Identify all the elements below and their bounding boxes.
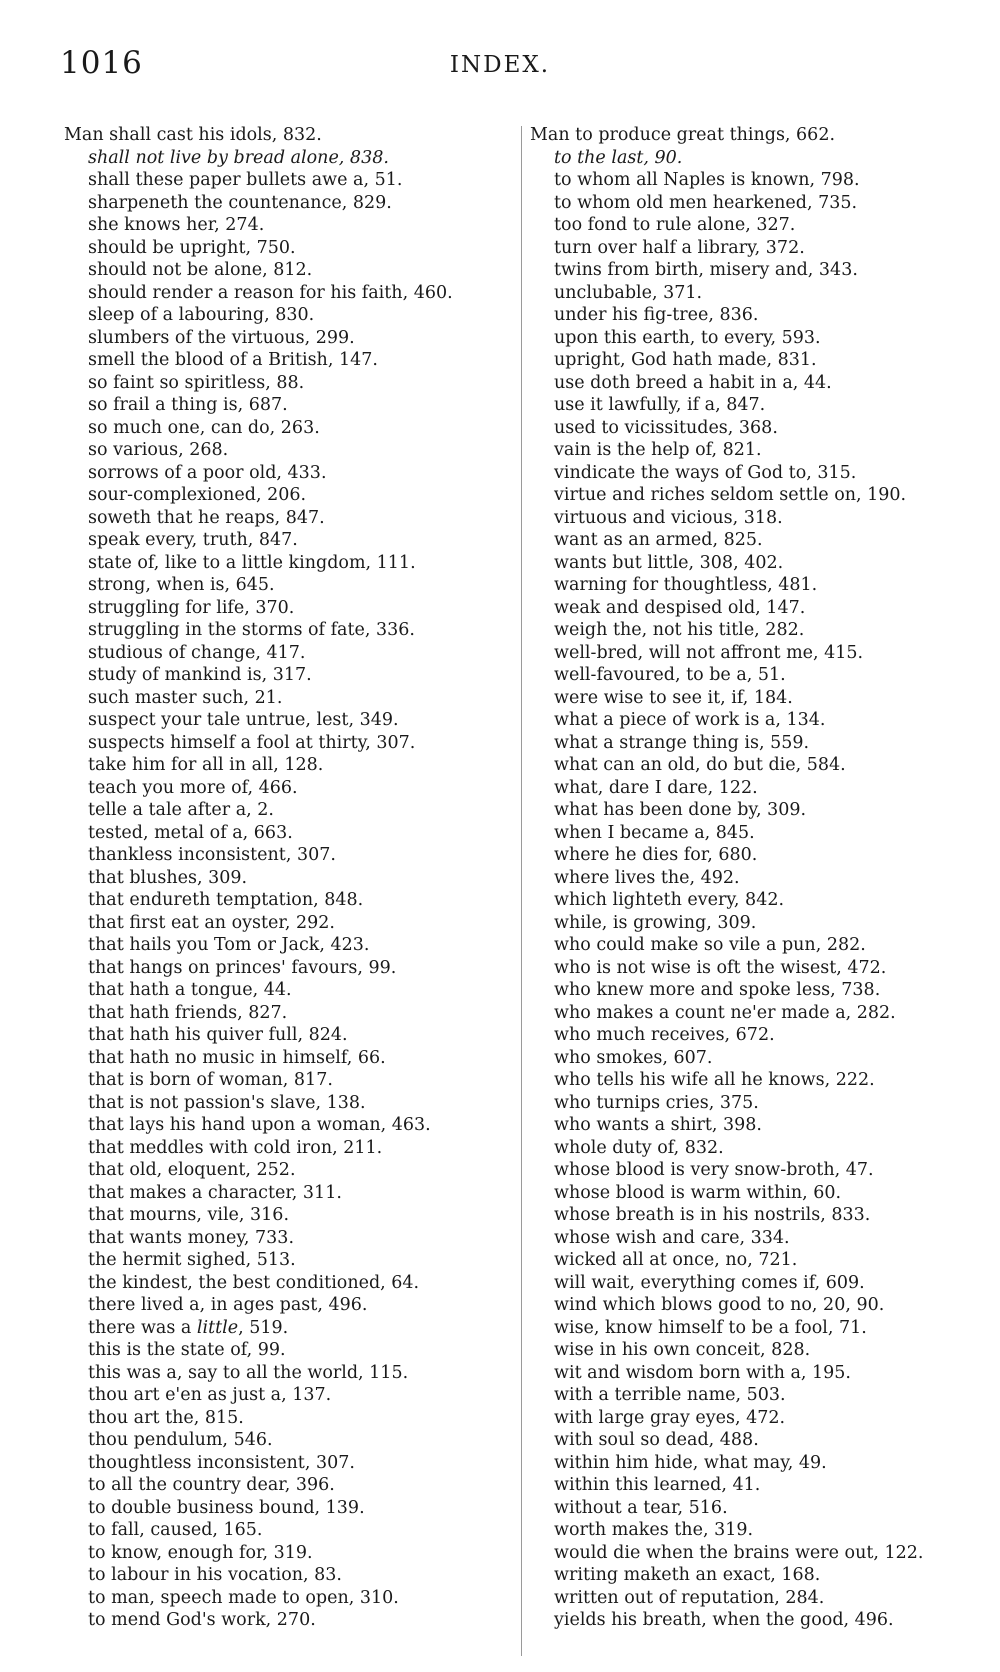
index-entry: vindicate the ways of God to, 315.	[554, 462, 857, 483]
index-entry: shall these paper bullets awe a, 51.	[88, 170, 403, 190]
index-entry: who smokes, 607.	[554, 1047, 713, 1068]
italic-text: little	[196, 1317, 239, 1338]
index-entry: who tells his wife all he knows, 222.	[554, 1070, 875, 1090]
index-entry: that is not passion's slave, 138.	[88, 1092, 366, 1113]
index-entry: to fall, caused, 165.	[88, 1520, 263, 1540]
index-entry: the kindest, the best conditioned, 64.	[88, 1272, 420, 1293]
index-entry: state of, like to a little kingdom, 111.	[88, 552, 416, 573]
index-entry: there was a little, 519.	[88, 1317, 289, 1338]
index-column-right	[530, 124, 960, 1632]
index-entry: that is born of woman, 817.	[88, 1070, 333, 1090]
index-entry: would die when the brains were out, 122.	[554, 1542, 924, 1563]
index-entry: thankless inconsistent, 307.	[88, 845, 336, 865]
index-entry: that lays his hand upon a woman, 463.	[88, 1115, 431, 1135]
index-entry: that hath friends, 827.	[88, 1002, 288, 1023]
index-entry: wit and wisdom born with a, 195.	[554, 1362, 851, 1383]
index-entry: this was a, say to all the world, 115.	[88, 1362, 409, 1383]
index-entry: wise in his own conceit, 828.	[554, 1340, 811, 1360]
page-number: 1016	[60, 45, 143, 81]
index-entry: without a tear, 516.	[554, 1497, 728, 1518]
index-entry: should be upright, 750.	[88, 237, 296, 258]
index-entry: that makes a character, 311.	[88, 1182, 342, 1203]
index-entry: this is the state of, 99.	[88, 1340, 286, 1360]
index-entry: that endureth temptation, 848.	[88, 890, 364, 910]
index-entry: what has been done by, 309.	[554, 800, 807, 820]
index-entry: smell the blood of a British, 147.	[88, 350, 378, 370]
index-entry: too fond to rule alone, 327.	[554, 215, 796, 235]
index-entry: that hangs on princes' favours, 99.	[88, 957, 397, 978]
index-entry: worth makes the, 319.	[554, 1520, 754, 1540]
index-entry: well-bred, will not affront me, 415.	[554, 642, 864, 663]
index-entry: which lighteth every, 842.	[554, 890, 785, 910]
index-entry: tested, metal of a, 663.	[88, 822, 293, 843]
index-entry: with large gray eyes, 472.	[554, 1407, 786, 1428]
index-column-left	[64, 124, 519, 1632]
index-entry: the hermit sighed, 513.	[88, 1250, 296, 1270]
index-entry: to double business bound, 139.	[88, 1497, 365, 1518]
index-entry: such master such, 21.	[88, 687, 283, 708]
index-entry: under his fig-tree, 836.	[554, 305, 759, 325]
index-entry: want as an armed, 825.	[554, 530, 763, 550]
index-entry: to mend God's work, 270.	[88, 1610, 316, 1630]
index-entry: study of mankind is, 317.	[88, 665, 312, 685]
index-entry: virtue and riches seldom settle on, 190.	[554, 485, 907, 505]
index-entry: yields his breath, when the good, 496.	[554, 1610, 894, 1630]
index-entry: will wait, everything comes if, 609.	[554, 1272, 865, 1293]
index-entry: wicked all at once, no, 721.	[554, 1250, 798, 1270]
index-entry: so various, 268.	[88, 440, 229, 460]
column-divider	[521, 126, 522, 1656]
index-entry: use it lawfully, if a, 847.	[554, 395, 766, 415]
index-entry: to the last, 90.	[554, 147, 683, 168]
index-entry: within him hide, what may, 49.	[554, 1452, 827, 1473]
index-entry: unclubable, 371.	[554, 282, 703, 303]
index-entry: turn over half a library, 372.	[554, 237, 805, 258]
index-entry: take him for all in all, 128.	[88, 755, 324, 775]
index-entry: that hath no music in himself, 66.	[88, 1047, 386, 1068]
index-entry: so frail a thing is, 687.	[88, 395, 288, 415]
index-entry: who is not wise is oft the wisest, 472.	[554, 957, 887, 978]
index-entry: while, is growing, 309.	[554, 912, 757, 933]
index-entry: to all the country dear, 396.	[88, 1475, 335, 1495]
index-entry: that hails you Tom or Jack, 423.	[88, 935, 370, 955]
index-entry: virtuous and vicious, 318.	[554, 507, 783, 528]
index-entry: twins from birth, misery and, 343.	[554, 260, 858, 280]
index-entry: whose wish and care, 334.	[554, 1227, 790, 1248]
index-entry: thou art the, 815.	[88, 1407, 244, 1428]
index-entry: shall not live by bread alone, 838.	[88, 147, 389, 168]
index-entry: wise, know himself to be a fool, 71.	[554, 1317, 867, 1338]
index-entry: to labour in his vocation, 83.	[88, 1565, 342, 1585]
index-entry: to whom old men hearkened, 735.	[554, 192, 858, 213]
index-entry: there lived a, in ages past, 496.	[88, 1295, 368, 1315]
index-entry: that old, eloquent, 252.	[88, 1160, 296, 1180]
index-entry: so much one, can do, 263.	[88, 417, 320, 438]
index-entry: writing maketh an exact, 168.	[554, 1565, 821, 1585]
index-entry: upon this earth, to every, 593.	[554, 327, 821, 348]
index-entry: whose blood is warm within, 60.	[554, 1182, 842, 1203]
index-entry: where lives the, 492.	[554, 867, 740, 888]
index-entry: upright, God hath made, 831.	[554, 350, 817, 370]
index-entry: weak and despised old, 147.	[554, 597, 806, 618]
index-entry: that hath a tongue, 44.	[88, 980, 292, 1000]
index-entry: weigh the, not his title, 282.	[554, 620, 805, 640]
index-entry: slumbers of the virtuous, 299.	[88, 327, 355, 348]
index-entry: to whom all Naples is known, 798.	[554, 170, 860, 190]
index-entry: whose breath is in his nostrils, 833.	[554, 1205, 871, 1225]
index-entry: who makes a count ne'er made a, 282.	[554, 1002, 896, 1023]
index-entry: soweth that he reaps, 847.	[88, 507, 325, 528]
index-entry: that meddles with cold iron, 211.	[88, 1137, 383, 1158]
index-entry: who much receives, 672.	[554, 1025, 775, 1045]
index-entry: thoughtless inconsistent, 307.	[88, 1452, 355, 1473]
index-entry: within this learned, 41.	[554, 1475, 761, 1495]
index-entry: she knows her, 274.	[88, 215, 265, 235]
index-entry: should not be alone, 812.	[88, 260, 313, 280]
index-entry: who could make so vile a pun, 282.	[554, 935, 866, 955]
index-entry: whole duty of, 832.	[554, 1137, 724, 1158]
index-entry: were wise to see it, if, 184.	[554, 687, 793, 708]
index-entry: whose blood is very snow-broth, 47.	[554, 1160, 874, 1180]
index-entry: sleep of a labouring, 830.	[88, 305, 315, 325]
index-entry: vain is the help of, 821.	[554, 440, 762, 460]
index-entry: suspects himself a fool at thirty, 307.	[88, 732, 416, 753]
index-entry: that first eat an oyster, 292.	[88, 912, 335, 933]
index-entry: well-favoured, to be a, 51.	[554, 665, 786, 685]
index-entry: thou pendulum, 546.	[88, 1430, 273, 1450]
index-entry: what a strange thing is, 559.	[554, 732, 810, 753]
index-entry: who knew more and spoke less, 738.	[554, 980, 881, 1000]
index-entry: so faint so spiritless, 88.	[88, 372, 305, 393]
index-entry: struggling for life, 370.	[88, 597, 295, 618]
index-entry: suspect your tale untrue, lest, 349.	[88, 710, 399, 730]
index-entry: wants but little, 308, 402.	[554, 552, 784, 573]
index-entry: what can an old, do but die, 584.	[554, 755, 846, 775]
index-entry: written out of reputation, 284.	[554, 1587, 825, 1608]
index-entry: what, dare I dare, 122.	[554, 777, 758, 798]
index-entry: strong, when is, 645.	[88, 575, 275, 595]
index-entry: should render a reason for his faith, 460.	[88, 282, 453, 303]
index-entry: sour-complexioned, 206.	[88, 485, 307, 505]
index-entry: where he dies for, 680.	[554, 845, 758, 865]
index-entry: studious of change, 417.	[88, 642, 306, 663]
index-entry: that blushes, 309.	[88, 867, 248, 888]
index-entry: teach you more of, 466.	[88, 777, 298, 798]
index-entry: that hath his quiver full, 824.	[88, 1025, 348, 1045]
index-entry: that wants money, 733.	[88, 1227, 295, 1248]
page-title: INDEX.	[449, 52, 551, 78]
index-entry: that mourns, vile, 316.	[88, 1205, 290, 1225]
index-entry: with a terrible name, 503.	[554, 1385, 786, 1405]
index-entry: speak every, truth, 847.	[88, 530, 298, 550]
index-entry: sorrows of a poor old, 433.	[88, 462, 327, 483]
index-entry: who turnips cries, 375.	[554, 1092, 759, 1113]
index-entry: Man shall cast his idols, 832.	[64, 125, 322, 145]
index-entry: used to vicissitudes, 368.	[554, 417, 778, 438]
index-entry: use doth breed a habit in a, 44.	[554, 372, 832, 393]
index-entry: to man, speech made to open, 310.	[88, 1587, 399, 1608]
index-entry: when I became a, 845.	[554, 822, 755, 843]
index-entry: with soul so dead, 488.	[554, 1430, 759, 1450]
index-entry: what a piece of work is a, 134.	[554, 710, 826, 730]
index-entry: who wants a shirt, 398.	[554, 1115, 762, 1135]
index-entry: Man to produce great things, 662.	[530, 125, 836, 145]
index-entry: warning for thoughtless, 481.	[554, 575, 818, 595]
index-entry: to know, enough for, 319.	[88, 1542, 313, 1563]
index-entry: thou art e'en as just a, 137.	[88, 1385, 332, 1405]
index-entry: struggling in the storms of fate, 336.	[88, 620, 415, 640]
index-entry: telle a tale after a, 2.	[88, 800, 274, 820]
index-entry: wind which blows good to no, 20, 90.	[554, 1295, 885, 1315]
index-entry: sharpeneth the countenance, 829.	[88, 192, 392, 213]
